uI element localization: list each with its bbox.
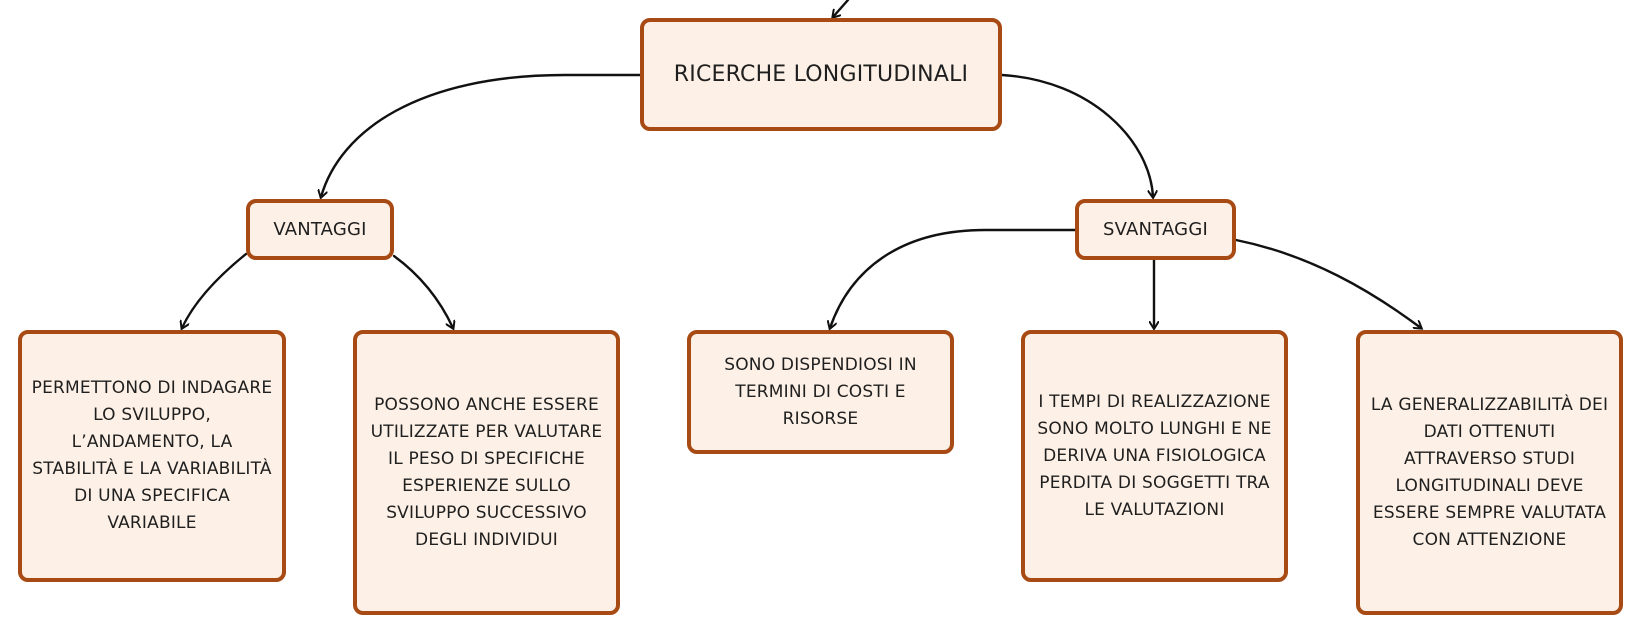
category-label-vantaggi: VANTAGGI <box>273 219 367 240</box>
connector-root-to-svantaggi <box>1002 75 1153 197</box>
incoming-connector <box>833 0 848 17</box>
svantaggio-node-2 <box>1021 330 1288 582</box>
category-node-svantaggi <box>1075 199 1236 260</box>
root-label: RICERCHE LONGITUDINALI <box>673 62 969 87</box>
svantaggio-text-1: SONO DISPENDIOSI IN TERMINI DI COSTI E RISORSE <box>724 354 917 429</box>
vantaggio-text-2: POSSONO ANCHE ESSERE UTILIZZATE PER VALUTARE IL PESO DI SPECIFICHE ESPERIENZE SULLO SVILUPPO SUCCESSIVO DEGLI INDIVIDUI <box>370 394 603 550</box>
connector-root-to-vantaggi <box>321 75 640 197</box>
connector-vantaggi-to-leaf-1 <box>182 254 246 328</box>
vantaggio-node-2 <box>353 330 620 615</box>
connector-vantaggi-to-leaf-2 <box>394 256 453 328</box>
svantaggio-text-2: I TEMPI DI REALIZZAZIONE SONO MOLTO LUNGHI E NE DERIVA UNA FISIOLOGICA PERDITA DI SOGGETTI TRA LE VALUTAZIONI <box>1037 391 1272 520</box>
connector-svantaggi-to-leaf-3 <box>830 230 1075 328</box>
svantaggio-node-1 <box>687 330 954 454</box>
vantaggio-text-1: PERMETTONO DI INDAGARE LO SVILUPPO, L’ANDAMENTO, LA STABILITÀ E LA VARIABILITÀ DI UNA SPECIFICA VARIABILE <box>31 378 273 533</box>
category-label-svantaggi: SVANTAGGI <box>1103 219 1208 240</box>
connector-svantaggi-to-leaf-5 <box>1236 240 1421 328</box>
vantaggio-node-1 <box>18 330 286 582</box>
root-node <box>640 18 1002 131</box>
svantaggio-text-3: LA GENERALIZZABILITÀ DEI DATI OTTENUTI ATTRAVERSO STUDI LONGITUDINALI DEVE ESSERE SEMPRE VALUTATA CON ATTENZIONE <box>1370 394 1609 550</box>
category-node-vantaggi <box>246 199 394 260</box>
svantaggio-node-3 <box>1356 330 1623 615</box>
